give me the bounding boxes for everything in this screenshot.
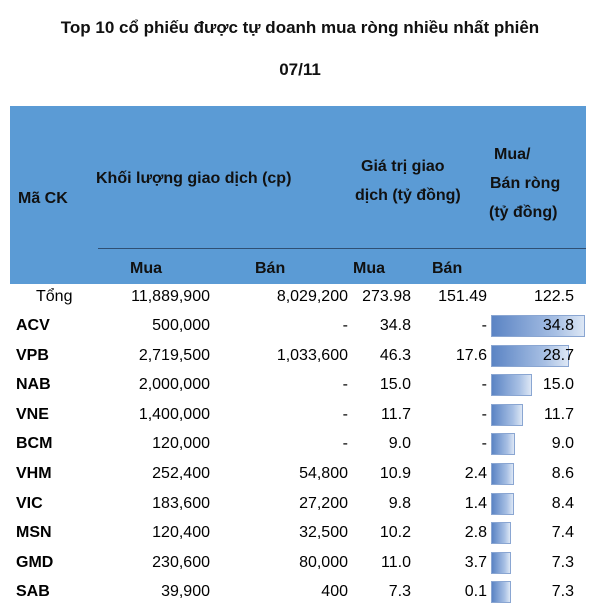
net-value-bar	[491, 581, 511, 603]
net-value: 11.7	[544, 405, 574, 423]
volume-buy: 120,000	[152, 435, 210, 453]
table-row	[10, 342, 586, 370]
table-row	[10, 430, 586, 458]
table-row	[10, 371, 586, 399]
net-value-bar	[491, 493, 514, 515]
header-volume-sell: Bán	[255, 260, 286, 277]
volume-sell: 54,800	[299, 465, 348, 482]
value-sell: -	[481, 376, 487, 394]
stock-code: BCM	[16, 435, 53, 453]
value-sell: -	[481, 405, 487, 423]
volume-sell: 1,033,600	[276, 346, 348, 364]
value-sell: 3.7	[464, 553, 487, 571]
volume-sell: 32,500	[299, 524, 348, 542]
value-sell: 1.4	[464, 494, 487, 512]
value-buy: 11.0	[381, 553, 411, 571]
table-row	[10, 460, 586, 488]
total-net: 122.5	[533, 288, 574, 305]
net-value-bar	[491, 433, 515, 455]
volume-buy: 230,600	[152, 553, 210, 571]
net-value: 15.0	[542, 376, 574, 394]
page-title: Top 10 cổ phiếu được tự doanh mua ròng nhiều nhất phiên	[60, 18, 540, 37]
volume-sell: 27,200	[299, 494, 348, 512]
volume-sell: -	[342, 405, 348, 423]
volume-sell: -	[342, 435, 348, 453]
net-value: 8.4	[551, 494, 574, 512]
value-buy: 10.9	[379, 465, 411, 482]
net-value-bar	[491, 404, 523, 426]
volume-buy: 39,900	[161, 583, 210, 601]
volume-buy: 2,719,500	[138, 346, 210, 364]
net-value-bar	[491, 463, 514, 485]
stock-code: MSN	[16, 524, 52, 542]
total-label: Tổng	[36, 288, 73, 305]
header-divider	[98, 248, 586, 249]
stock-code: NAB	[16, 376, 51, 394]
header-net-line3: (tỷ đồng)	[489, 204, 558, 221]
net-value: 7.3	[551, 583, 574, 601]
header-value-line2: dịch (tỷ đồng)	[355, 187, 461, 204]
stock-code: GMD	[16, 553, 54, 571]
volume-sell: -	[342, 376, 348, 394]
value-buy: 7.3	[388, 583, 411, 601]
total-volume-sell: 8,029,200	[276, 288, 348, 305]
net-value: 34.8	[542, 317, 574, 334]
header-code: Mã CK	[18, 190, 68, 207]
stock-code: VHM	[16, 465, 52, 482]
table-row	[10, 519, 586, 547]
header-net-line1: Mua/	[494, 146, 531, 163]
stock-code: VNE	[16, 405, 49, 423]
header-value-sell: Bán	[432, 260, 463, 277]
stock-code: ACV	[16, 317, 50, 334]
value-sell: 2.4	[464, 465, 487, 482]
net-value-bar	[491, 522, 511, 544]
header-volume-buy: Mua	[130, 260, 162, 277]
value-buy: 46.3	[379, 346, 411, 364]
volume-buy: 120,400	[152, 524, 210, 542]
net-value: 7.3	[551, 553, 574, 571]
volume-buy: 252,400	[152, 465, 210, 482]
table-header	[10, 106, 586, 284]
volume-buy: 183,600	[152, 494, 210, 512]
stock-code: SAB	[16, 583, 50, 601]
value-buy: 34.8	[379, 317, 411, 334]
volume-buy: 500,000	[152, 317, 210, 334]
table-row	[10, 490, 586, 518]
value-buy: 9.8	[388, 494, 411, 512]
table-row	[10, 578, 586, 606]
table-row	[10, 549, 586, 577]
net-value: 28.7	[542, 346, 574, 364]
volume-buy: 2,000,000	[138, 376, 210, 394]
value-sell: -	[481, 435, 487, 453]
stock-code: VPB	[16, 346, 49, 364]
table-row	[10, 312, 586, 340]
value-buy: 15.0	[379, 376, 411, 394]
volume-sell: 400	[321, 583, 348, 601]
table-row-total	[10, 283, 586, 311]
header-net-line2: Bán ròng	[490, 175, 561, 192]
header-volume: Khối lượng giao dịch (cp)	[96, 170, 292, 187]
value-sell: 17.6	[455, 346, 487, 364]
net-value: 9.0	[551, 435, 574, 453]
value-sell: -	[481, 317, 487, 334]
value-buy: 10.2	[379, 524, 411, 542]
total-volume-buy: 11,889,900	[131, 288, 210, 305]
net-value-bar	[491, 374, 532, 396]
value-sell: 2.8	[464, 524, 487, 542]
value-buy: 11.7	[381, 405, 411, 423]
volume-sell: -	[342, 317, 348, 334]
volume-sell: 80,000	[299, 553, 348, 571]
page-subtitle-date: 07/11	[279, 60, 321, 79]
volume-buy: 1,400,000	[138, 405, 210, 423]
net-value: 7.4	[551, 524, 574, 542]
header-value-buy: Mua	[353, 260, 385, 277]
net-value: 8.6	[551, 465, 574, 482]
total-value-sell: 151.49	[438, 288, 487, 305]
stock-code: VIC	[16, 494, 43, 512]
table-row	[10, 401, 586, 429]
net-value-bar	[491, 552, 511, 574]
value-sell: 0.1	[464, 583, 487, 601]
value-buy: 9.0	[388, 435, 411, 453]
total-value-buy: 273.98	[362, 288, 411, 305]
header-value-line1: Giá trị giao	[361, 158, 445, 175]
